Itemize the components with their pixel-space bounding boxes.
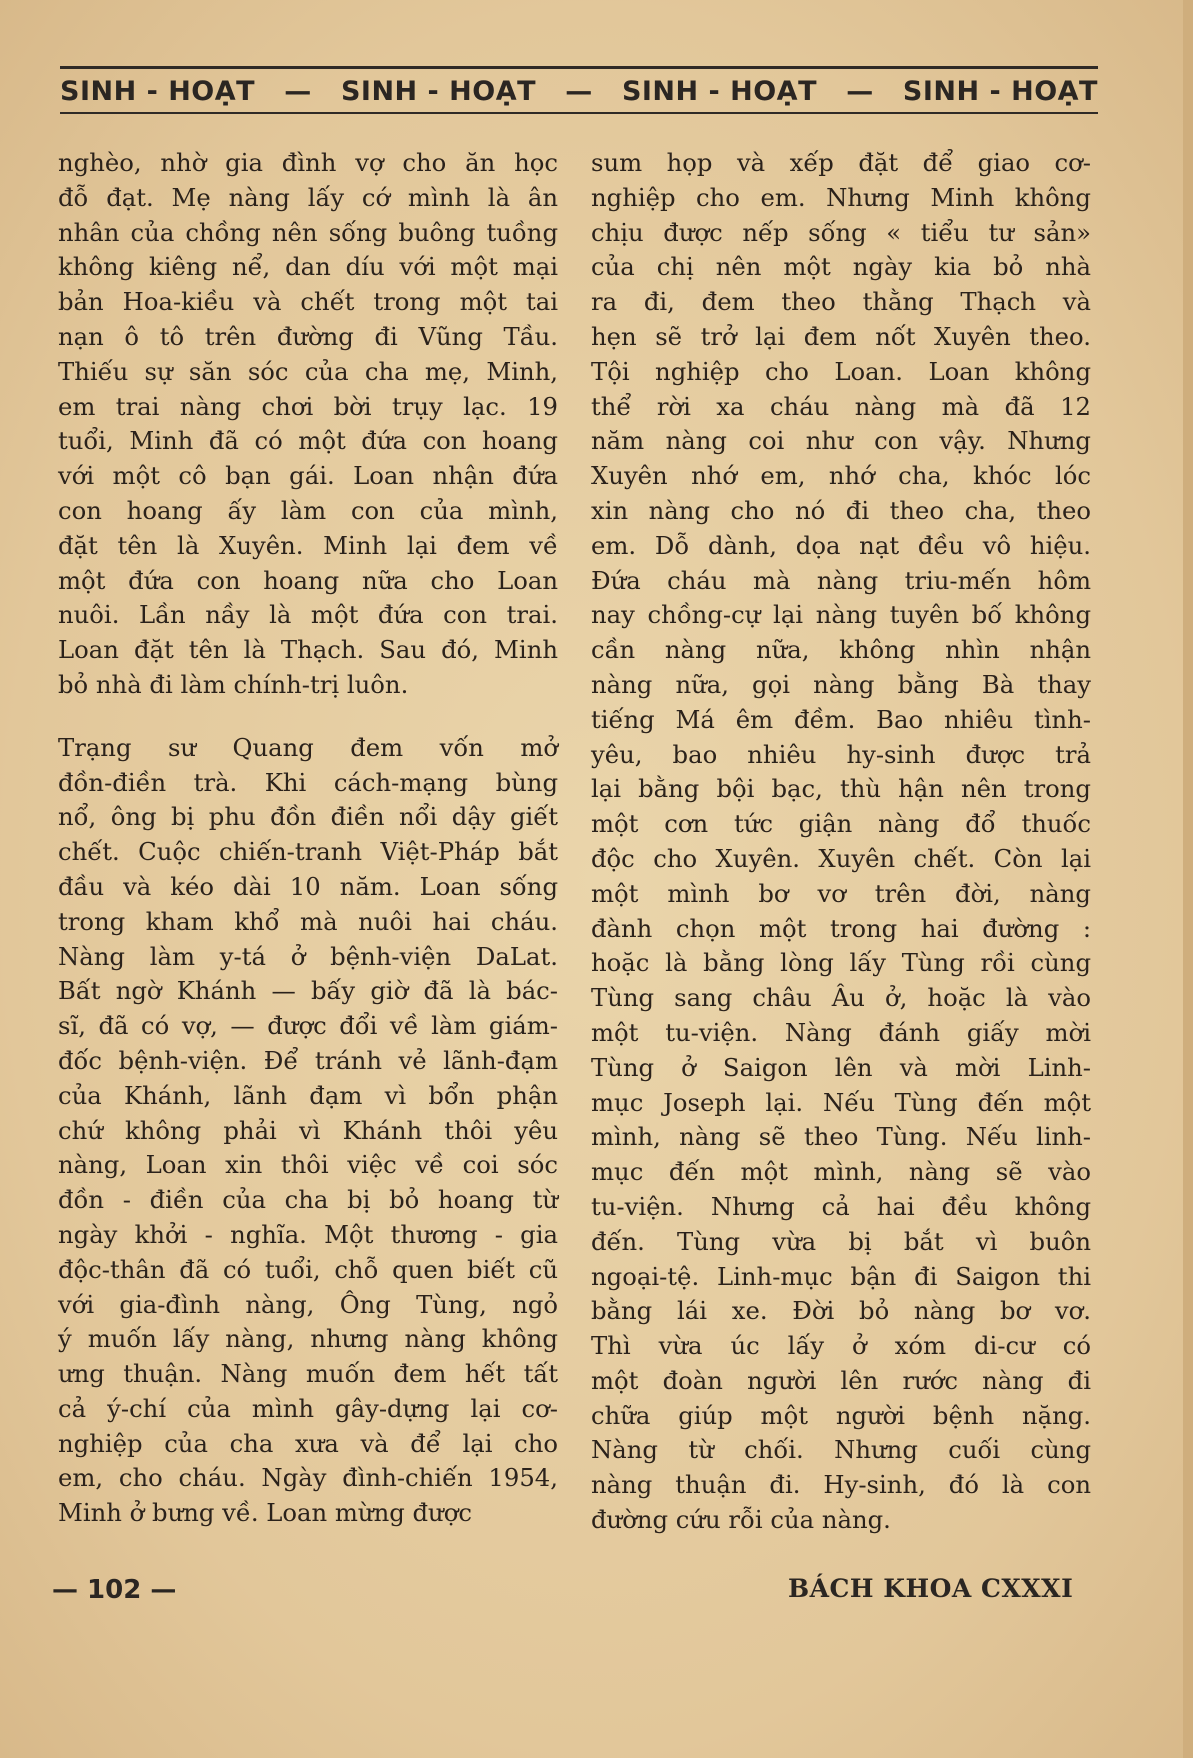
paragraph-2: [58, 731, 558, 1531]
text-line: thể rời xa cháu nàng mà đã 12: [591, 391, 1091, 421]
text-line: mục đến một mình, nàng sẽ vào: [591, 1157, 1091, 1187]
text-line: Đứa cháu mà nàng triu-mến hôm: [591, 565, 1091, 595]
running-head-segment: SINH - HOẠT: [60, 75, 256, 107]
text-line: tuổi, Minh đã có một đứa con hoang: [58, 426, 558, 456]
text-line: nàng nữa, gọi nàng bằng Bà thay: [591, 669, 1091, 699]
text-line: hoặc là bằng lòng lấy Tùng rồi cùng: [591, 948, 1091, 978]
paragraph-gap: [58, 703, 558, 731]
text-line: Loan đặt tên là Thạch. Sau đó, Minh: [58, 635, 558, 665]
text-line: xin nàng cho nó đi theo cha, theo: [591, 495, 1091, 525]
text-line: sĩ, đã có vợ, — được đổi về làm giám-: [58, 1011, 558, 1041]
header-rule-bottom: [60, 112, 1098, 114]
text-line: một đứa con hoang nữa cho Loan: [58, 565, 558, 595]
text-line: mục Joseph lại. Nếu Tùng đến một: [591, 1087, 1091, 1117]
text-line: Trạng sư Quang đem vốn mở: [58, 732, 558, 762]
text-line: đặt tên là Xuyên. Minh lại đem về: [58, 530, 558, 560]
text-line: đỗ đạt. Mẹ nàng lấy cớ mình là ân: [58, 182, 558, 212]
text-line: của Khánh, lãnh đạm vì bổn phận: [58, 1080, 558, 1110]
running-head-dash: —: [565, 75, 593, 107]
right-column: [591, 146, 1091, 1538]
text-line: nghiệp cho em. Nhưng Minh không: [591, 182, 1091, 212]
text-line: em trai nàng chơi bời trụy lạc. 19: [58, 391, 558, 421]
text-line: cả ý-chí của mình gây-dựng lại cơ-: [58, 1393, 558, 1423]
text-line: ý muốn lấy nàng, nhưng nàng không: [58, 1324, 558, 1354]
text-line: mình, nàng sẽ theo Tùng. Nếu linh-: [591, 1122, 1091, 1152]
page-number: — 102 —: [52, 1575, 177, 1605]
text-line: Thì vừa úc lấy ở xóm di-cư có: [591, 1331, 1091, 1361]
text-line: cần nàng nữa, không nhìn nhận: [591, 635, 1091, 665]
text-line: một cơn tức giận nàng đổ thuốc: [591, 809, 1091, 839]
text-line: chết. Cuộc chiến-tranh Việt-Pháp bắt: [58, 837, 558, 867]
text-line: lại bằng bội bạc, thù hận nên trong: [591, 774, 1091, 804]
text-line: đốc bệnh-viện. Để tránh vẻ lãnh-đạm: [58, 1045, 558, 1075]
text-line: bằng lái xe. Đời bỏ nàng bơ vơ.: [591, 1296, 1091, 1326]
text-line: ngoại-tệ. Linh-mục bận đi Saigon thi: [591, 1261, 1091, 1291]
text-line: với gia-đình nàng, Ông Tùng, ngỏ: [58, 1289, 558, 1319]
text-line: một tu-viện. Nàng đánh giấy mời: [591, 1017, 1091, 1047]
text-line: tu-viện. Nhưng cả hai đều không: [591, 1191, 1091, 1221]
running-head-segment: SINH - HOẠT: [902, 75, 1098, 107]
text-line: đầu và kéo dài 10 năm. Loan sống: [58, 871, 558, 901]
running-head-segment: SINH - HOẠT: [340, 75, 537, 107]
text-line: nổ, ông bị phu đồn điền nổi dậy giết: [58, 802, 558, 832]
text-line: Thiếu sự săn sóc của cha mẹ, Minh,: [58, 356, 558, 386]
text-line: Minh ở bưng về. Loan mừng được: [58, 1498, 472, 1528]
text-line: Nàng làm y-tá ở bệnh-viện DaLat.: [58, 941, 558, 971]
text-line: một đoàn người lên rước nàng đi: [591, 1365, 1091, 1395]
text-line: năm nàng coi như con vậy. Nhưng: [591, 426, 1091, 456]
text-line: độc-thân đã có tuổi, chỗ quen biết cũ: [58, 1254, 558, 1284]
text-line: Nàng từ chối. Nhưng cuối cùng: [591, 1435, 1091, 1465]
text-line: chịu được nếp sống « tiểu tư sản»: [591, 217, 1091, 247]
text-line: đồn - điền của cha bị bỏ hoang từ: [58, 1185, 558, 1215]
text-line: bỏ nhà đi làm chính-trị luôn.: [58, 669, 409, 699]
text-line: yêu, bao nhiêu hy-sinh được trả: [591, 739, 1091, 769]
text-line: độc cho Xuyên. Xuyên chết. Còn lại: [591, 843, 1091, 873]
text-line: bản Hoa-kiều và chết trong một tai: [58, 287, 558, 317]
text-line: với một cô bạn gái. Loan nhận đứa: [58, 461, 558, 491]
text-line: con hoang ấy làm con của mình,: [58, 495, 558, 525]
text-line: em. Dỗ dành, dọa nạt đều vô hiệu.: [591, 530, 1091, 560]
text-line: nàng, Loan xin thôi việc về coi sóc: [58, 1150, 558, 1180]
text-line: đường cứu rỗi của nàng.: [591, 1505, 891, 1535]
text-line: đồn-điền trà. Khi cách-mạng bùng: [58, 767, 558, 797]
text-line: đến. Tùng vừa bị bắt vì buôn: [591, 1226, 1091, 1256]
text-line: chứ không phải vì Khánh thôi yêu: [58, 1115, 558, 1145]
text-line: nhân của chồng nên sống buông tuồng: [58, 217, 558, 247]
text-line: một mình bơ vơ trên đời, nàng: [591, 878, 1091, 908]
text-line: Tội nghiệp cho Loan. Loan không: [591, 356, 1091, 386]
text-line: tiếng Má êm đềm. Bao nhiêu tình-: [591, 704, 1091, 734]
running-head: [60, 72, 1098, 110]
text-line: nghiệp của cha xưa và để lại cho: [58, 1428, 558, 1458]
text-line: đành chọn một trong hai đường :: [591, 913, 1091, 943]
text-line: hẹn sẽ trở lại đem nốt Xuyên theo.: [591, 321, 1091, 351]
text-line: ra đi, đem theo thằng Thạch và: [591, 287, 1091, 317]
text-line: ngày khởi - nghĩa. Một thương - gia: [58, 1219, 558, 1249]
magazine-issue: BÁCH KHOA CXXXI: [788, 1574, 1074, 1603]
text-line: không kiêng nể, dan díu với một mại: [58, 252, 558, 282]
text-line: nạn ô tô trên đường đi Vũng Tầu.: [58, 321, 558, 351]
text-line: của chị nên một ngày kia bỏ nhà: [591, 252, 1091, 282]
text-line: nghèo, nhờ gia đình vợ cho ăn học: [58, 148, 558, 177]
text-line: em, cho cháu. Ngày đình-chiến 1954,: [58, 1463, 558, 1493]
left-column: [58, 146, 558, 1531]
text-line: sum họp và xếp đặt để giao cơ-: [591, 148, 1091, 177]
text-line: chữa giúp một người bệnh nặng.: [591, 1400, 1091, 1430]
running-head-dash: —: [846, 75, 874, 107]
running-head-segment: SINH - HOẠT: [621, 75, 817, 107]
text-line: nuôi. Lần nầy là một đứa con trai.: [58, 600, 558, 630]
text-line: trong kham khổ mà nuôi hai cháu.: [58, 906, 558, 936]
text-line: Xuyên nhớ em, nhớ cha, khóc lóc: [591, 461, 1091, 491]
header-rule-top: [60, 66, 1098, 69]
text-line: ưng thuận. Nàng muốn đem hết tất: [58, 1359, 558, 1389]
text-line: Tùng ở Saigon lên và mời Linh-: [591, 1052, 1091, 1082]
text-line: nàng thuận đi. Hy-sinh, đó là con: [591, 1470, 1091, 1500]
paragraph-1: [58, 146, 558, 703]
paragraph-3: [591, 146, 1091, 1538]
text-line: nay chồng-cự lại nàng tuyên bố không: [591, 600, 1091, 630]
page-edge: [1183, 0, 1193, 1758]
running-head-dash: —: [284, 75, 312, 107]
text-line: Bất ngờ Khánh — bấy giờ đã là bác-: [58, 976, 558, 1006]
text-line: Tùng sang châu Âu ở, hoặc là vào: [591, 983, 1091, 1013]
